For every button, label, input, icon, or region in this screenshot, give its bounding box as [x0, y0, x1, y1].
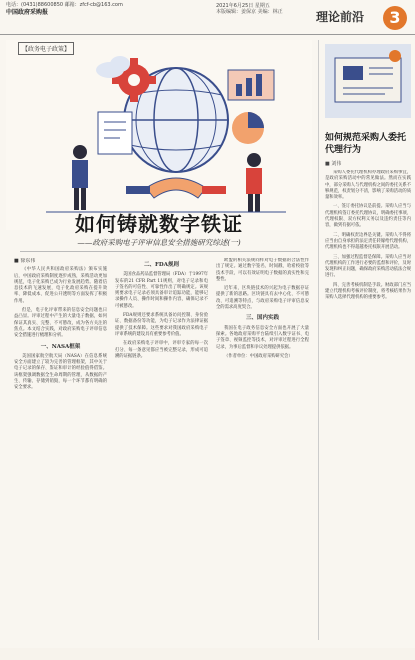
paragraph: 在政府采购电子评审中，评审专家的每一次打分、每一条意见都应当被完整记录，形成可追溯的证据链条。 — [115, 341, 208, 359]
text-column-2 — [115, 258, 208, 643]
contact-line: 电话：(0431)88600850 邮箱：zfcf-cb@163.com — [6, 2, 123, 8]
section-heading: 一、NASA框架 — [40, 343, 81, 350]
paragraph: 我国在电子政务信息安全方面也开展了大量探索。各地政府采购平台陆续引入数字证书、电子签章、视频监控等技术，对评审过程进行全程记录，为事后监督和争议处理提供依据。 — [216, 325, 309, 350]
bar-chart-icon — [228, 70, 274, 100]
sidebar-body — [325, 170, 411, 660]
divider — [20, 251, 300, 252]
paragraph: 二、明确权责边界是关键。采购人不得将应当由自身承担的法定责任转嫁给代理机构，代理机构也不得超越委托权限开展活动。 — [325, 232, 411, 251]
paragraph: 欧盟的相关法规同样对电子数据的合法性作出了规定。通过数字签名、时间戳、哈希校验等技术手段，可以有效证明电子数据的真实性和完整性。 — [216, 258, 309, 282]
sidebar-article — [318, 40, 411, 640]
page-header — [0, 0, 415, 35]
paper-name: 中国政府采购报 — [6, 9, 49, 16]
paragraph: 采购人委托代理机构办理政府采购事宜，是政府采购活动中的常见做法。然而在实践中，部分采购人与代理机构之间的委托关系不够规范，权责划分不清，影响了采购活动的质量和效率。 — [325, 170, 411, 201]
article-subhead: ——政府采购电子评审信息安全措施研究综述(一) — [77, 238, 241, 247]
paragraph: 美国国家航空航天局（NASA）在信息系统安全方面建立了较为完善的管理框架，其中关于电子记录的保存、鉴证和审计的经验值得借鉴。该框架强调数据全生命周期的管理，从数据的产生、传输、存储到销毁，每一个环节都有明确的安全要求。 — [14, 353, 107, 391]
paragraph: 三、加强过程监督是保障。采购人应当对代理机构的工作进行必要的监督和评价，及时发现和纠正问题，确保政府采购活动依法合规进行。 — [325, 254, 411, 279]
byline: ■ 徐东伟 — [14, 258, 36, 264]
column-tag: 【政务电子政策】 — [18, 42, 74, 55]
article-body — [14, 258, 310, 643]
paragraph: FDA规则还要求系统具备访问控制、身份验证、数据备份等功能，为电子记录作为法律证据提供了技术保障。这些要求对我国政府采购电子评审系统的建设具有重要参考价值。 — [115, 313, 208, 337]
text-column-3 — [216, 258, 309, 643]
issue-date: 2021年6月25日 星期五 — [216, 3, 270, 9]
article-headline: 如何铸就数字铁证 — [75, 212, 243, 236]
sidebar-byline: ■ 刘伟 — [325, 161, 342, 167]
paragraph: 一、签订委托协议是前提。采购人应当与代理机构签订委托代理协议，明确委托事项、代理权限、双方权利义务以及违约责任等内容，做到有据可依。 — [325, 204, 411, 229]
section-heading: 二、FDA规则 — [144, 262, 179, 268]
sidebar-illustration — [325, 44, 411, 118]
text-column-1 — [14, 258, 107, 643]
author-note: （作者单位：中国政府采购研究会） — [224, 353, 293, 359]
section-heading: 三、国内实践 — [245, 315, 279, 322]
document-icon — [98, 112, 132, 154]
paragraph: 四、完善考核机制是手段。财政部门应当建立代理机构考核评价制度，将考核结果作为采购人选择代理机构的重要参考。 — [325, 282, 411, 301]
page-number-badge: 3 — [383, 6, 407, 30]
pie-chart-icon — [232, 112, 264, 144]
section-title: 理论前沿 — [316, 10, 365, 24]
paragraph: 美国食品药品监督管理局（FDA）于1997年发布的21 CFR Part 11规则，对电子记录和电子签名的可信性、可靠性作出了明确规定。该规则要求电子记录必须具备审计追踪功能，能够记录操作人员、操作时间和操作内容，确保记录不可被篡改。 — [115, 272, 208, 309]
masthead — [6, 2, 196, 16]
hero-illustration — [6, 40, 312, 230]
paragraph: 近年来，区块链技术的兴起为电子数据存证提供了新的思路。区块链具有去中心化、不可篡改、可追溯等特点，与政府采购电子评审信息安全的需求高度契合。 — [216, 286, 309, 311]
paragraph: 《中华人民共和国政府采购法》颁布实施后，中国政府采购制度逐步成熟，采购活动更加规范，电子化采购已成为行业发展趋势。随着信息技术的飞速发展，电子化政府采购在提升效率、降低成本、促进公开透明等方面发挥了积极作用。 — [14, 267, 107, 304]
sidebar-headline: 如何规范采购人委托代理行为 — [325, 133, 407, 155]
paragraph: 但是，电子化评审带来的信息安全问题也日益凸显。评审过程中产生的大量电子数据，如何保证其真实、完整、不可篡改，成为各方关注的焦点。本文结合实践，对政府采购电子评审信息安全措施进行梳理和分析。 — [14, 308, 107, 339]
editor-credits: 本版编辑：姜保京 美编：林正 — [216, 9, 283, 15]
